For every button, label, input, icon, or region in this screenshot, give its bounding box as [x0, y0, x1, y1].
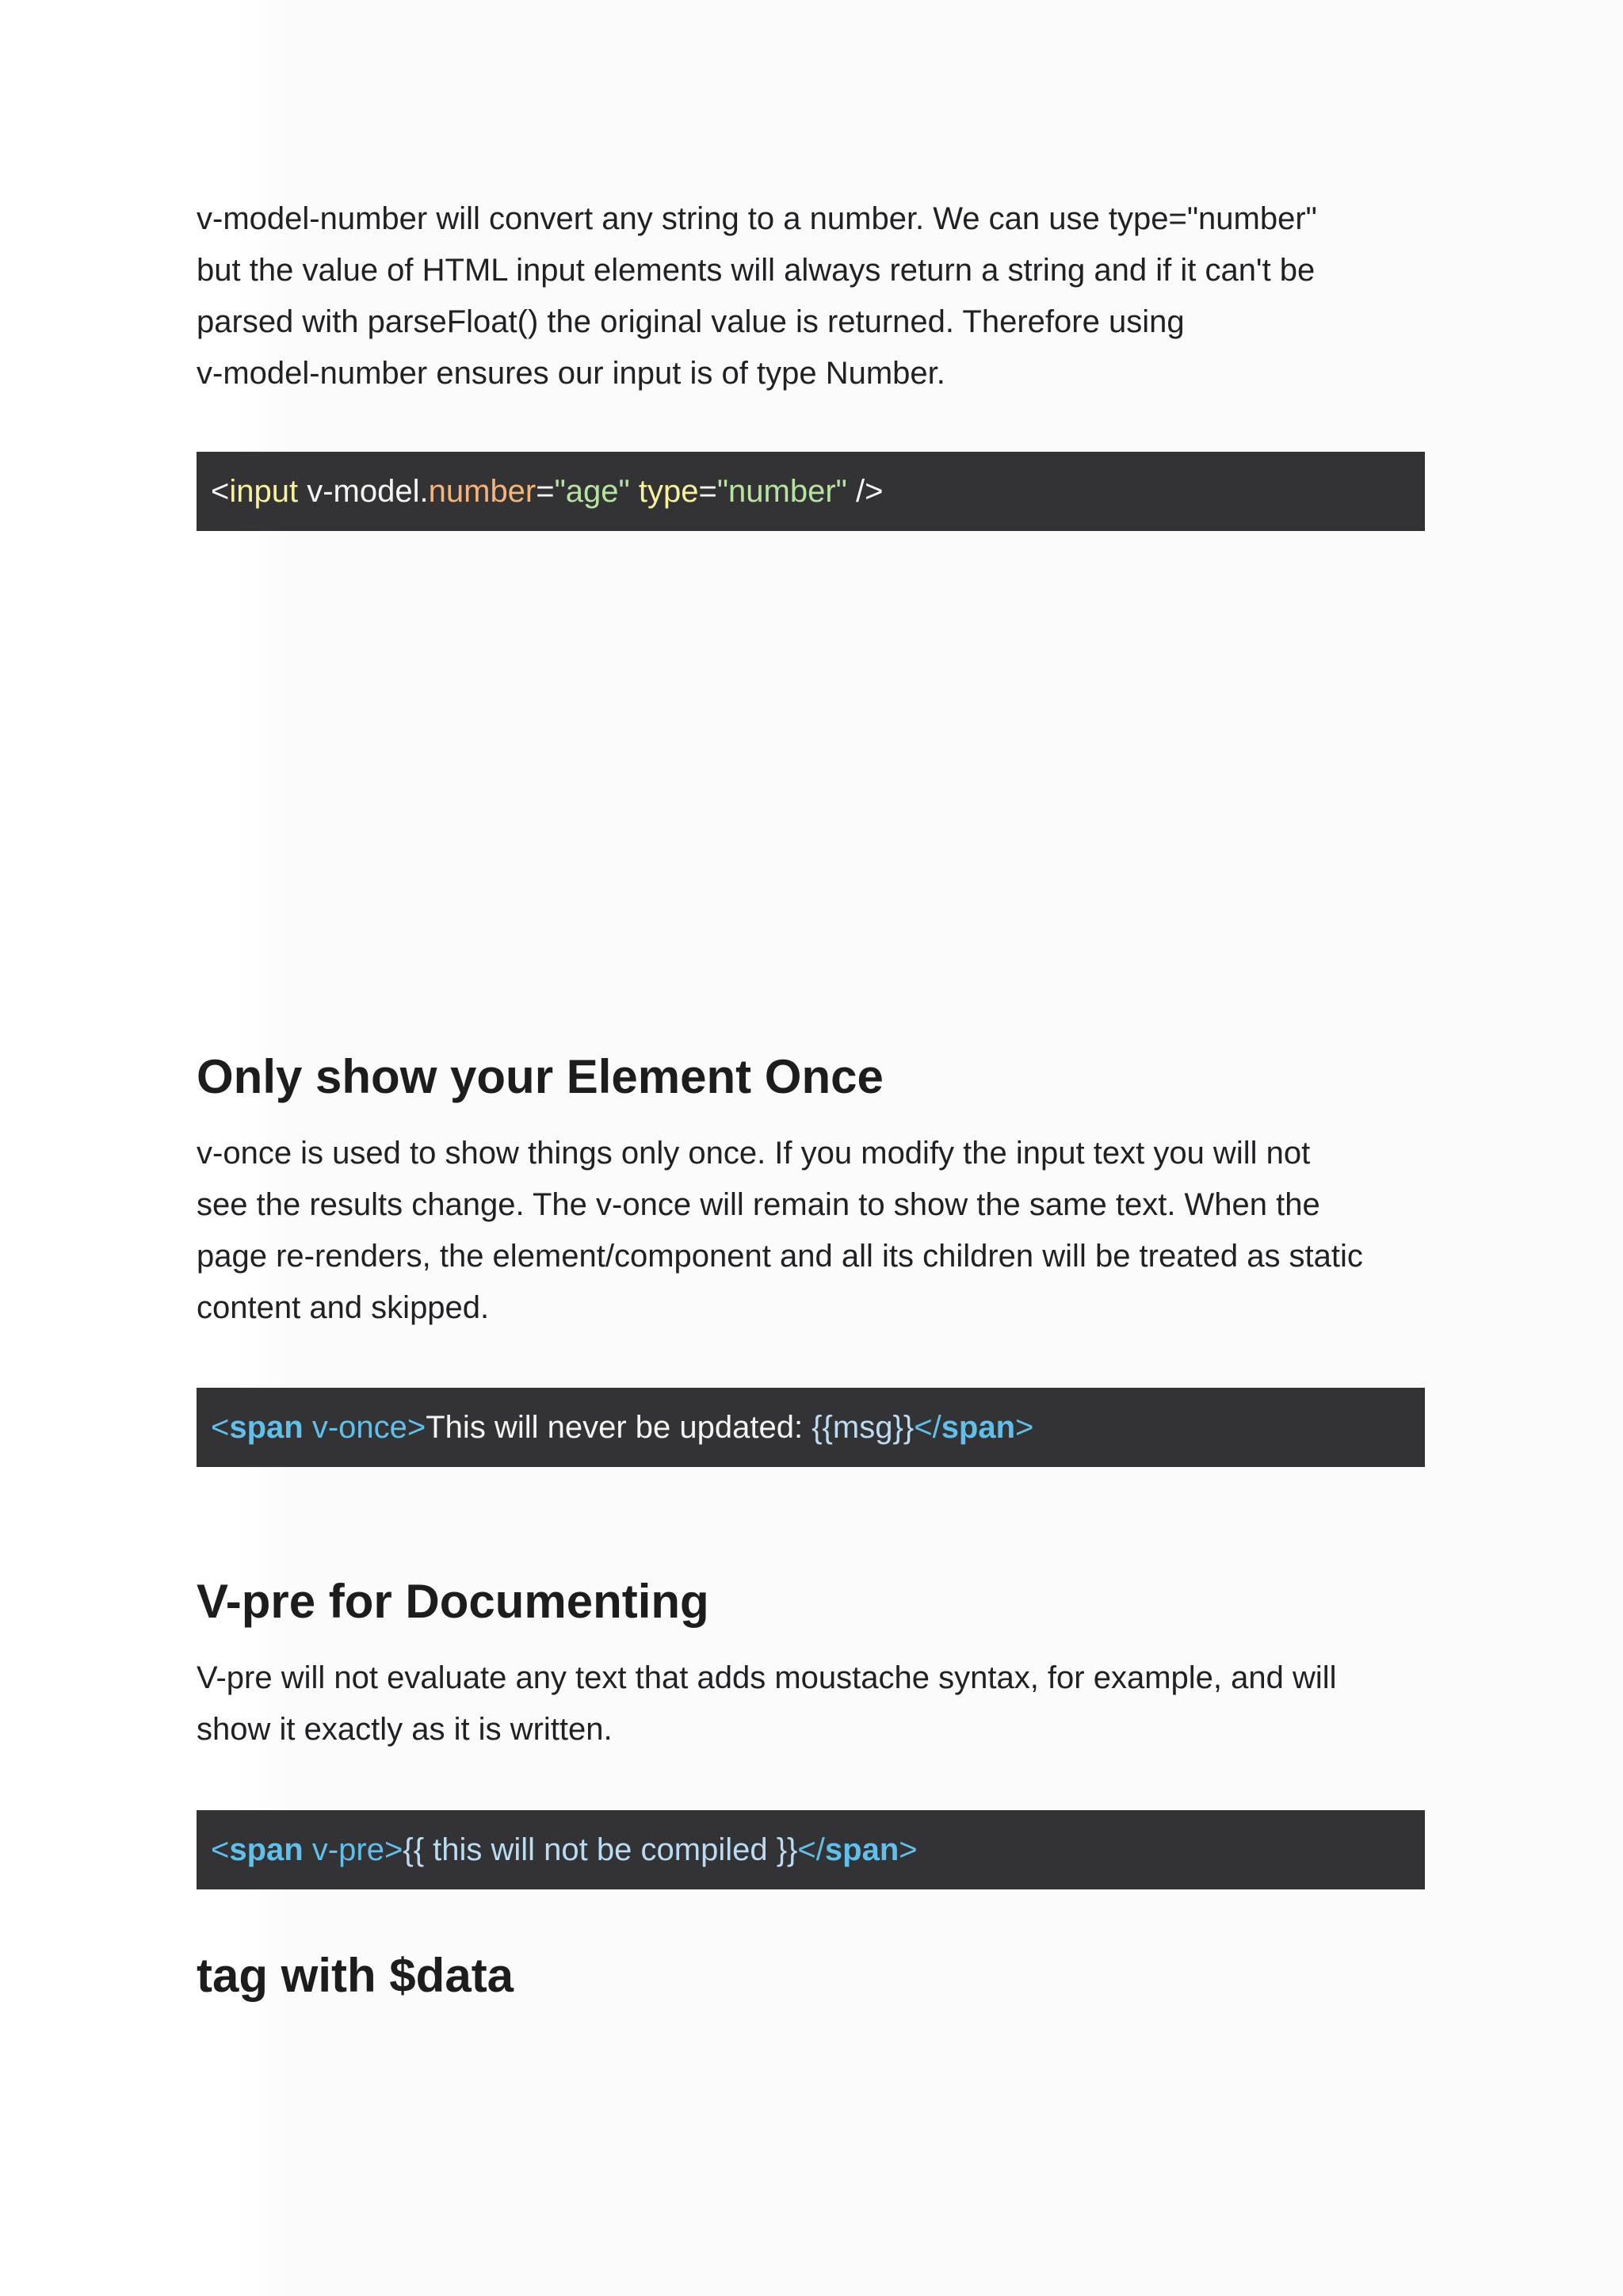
code-token-bracket: /> — [846, 474, 884, 509]
section-heading-v-once: Only show your Element Once — [197, 1050, 884, 1103]
code-token-bracket: > — [407, 1410, 426, 1445]
code-token-tag: span — [941, 1410, 1016, 1445]
paragraph-line: page re-renders, the element/component and all its children will be treated as static — [197, 1239, 1363, 1274]
code-token-modifier: number — [428, 474, 537, 509]
section-heading-v-pre: V-pre for Documenting — [197, 1575, 709, 1628]
code-token-tag: span — [229, 1832, 304, 1867]
code-token-equals: = — [698, 474, 717, 509]
code-token-bracket: < — [211, 1832, 230, 1867]
paragraph-line: v-model-number ensures our input is of type Number. — [197, 356, 945, 391]
code-block-v-pre — [197, 1810, 1425, 1889]
code-token-bracket: > — [899, 1832, 918, 1867]
code-token-bracket: </ — [914, 1410, 941, 1445]
code-token-attribute: v-pre — [303, 1832, 384, 1867]
paragraph-line: v-once is used to show things only once. If you modify the input text you will not — [197, 1136, 1311, 1171]
section-heading-data-tag: tag with $data — [197, 1949, 514, 2002]
code-token-attribute: v-model. — [307, 474, 429, 509]
paragraph-line: see the results change. The v-once will remain to show the same text. When the — [197, 1187, 1320, 1222]
code-token-bracket: < — [211, 474, 230, 509]
code-token-tag: span — [229, 1410, 304, 1445]
code-block-v-once — [197, 1388, 1425, 1467]
code-token-mustache: {{ this will not be compiled }} — [403, 1832, 798, 1867]
code-token-string: "age" — [554, 474, 630, 509]
paragraph-line: content and skipped. — [197, 1290, 490, 1325]
code-token-bracket: </ — [797, 1832, 825, 1867]
code-token-bracket: < — [211, 1410, 230, 1445]
code-token-mustache: {{msg}} — [812, 1410, 915, 1445]
code-token-equals: = — [536, 474, 555, 509]
code-token-space — [630, 474, 639, 509]
paragraph-line: v-model-number will convert any string to a number. We can use type="number" — [197, 201, 1317, 236]
code-token-tag: span — [824, 1832, 899, 1867]
paragraph-line: but the value of HTML input elements will always return a string and if it can't be — [197, 253, 1316, 288]
code-token-attribute: v-once — [303, 1410, 407, 1445]
code-token-bracket: > — [384, 1832, 403, 1867]
paragraph-line: show it exactly as it is written. — [197, 1712, 613, 1747]
paragraph-v-once — [197, 1128, 1433, 1334]
code-token-tag: input — [229, 474, 299, 509]
paragraph-line: V-pre will not evaluate any text that adds moustache syntax, for example, and will — [197, 1660, 1337, 1695]
paragraph-v-model-number — [197, 193, 1433, 399]
code-token-bracket: > — [1015, 1410, 1034, 1445]
code-block-input-number — [197, 452, 1425, 531]
code-token-attribute: type — [638, 474, 699, 509]
code-token-string: "number" — [716, 474, 847, 509]
paragraph-v-pre — [197, 1652, 1433, 1755]
code-token-space — [298, 474, 307, 509]
paragraph-line: parsed with parseFloat() the original value is returned. Therefore using — [197, 304, 1185, 339]
code-token-text: This will never be updated: — [426, 1410, 812, 1445]
